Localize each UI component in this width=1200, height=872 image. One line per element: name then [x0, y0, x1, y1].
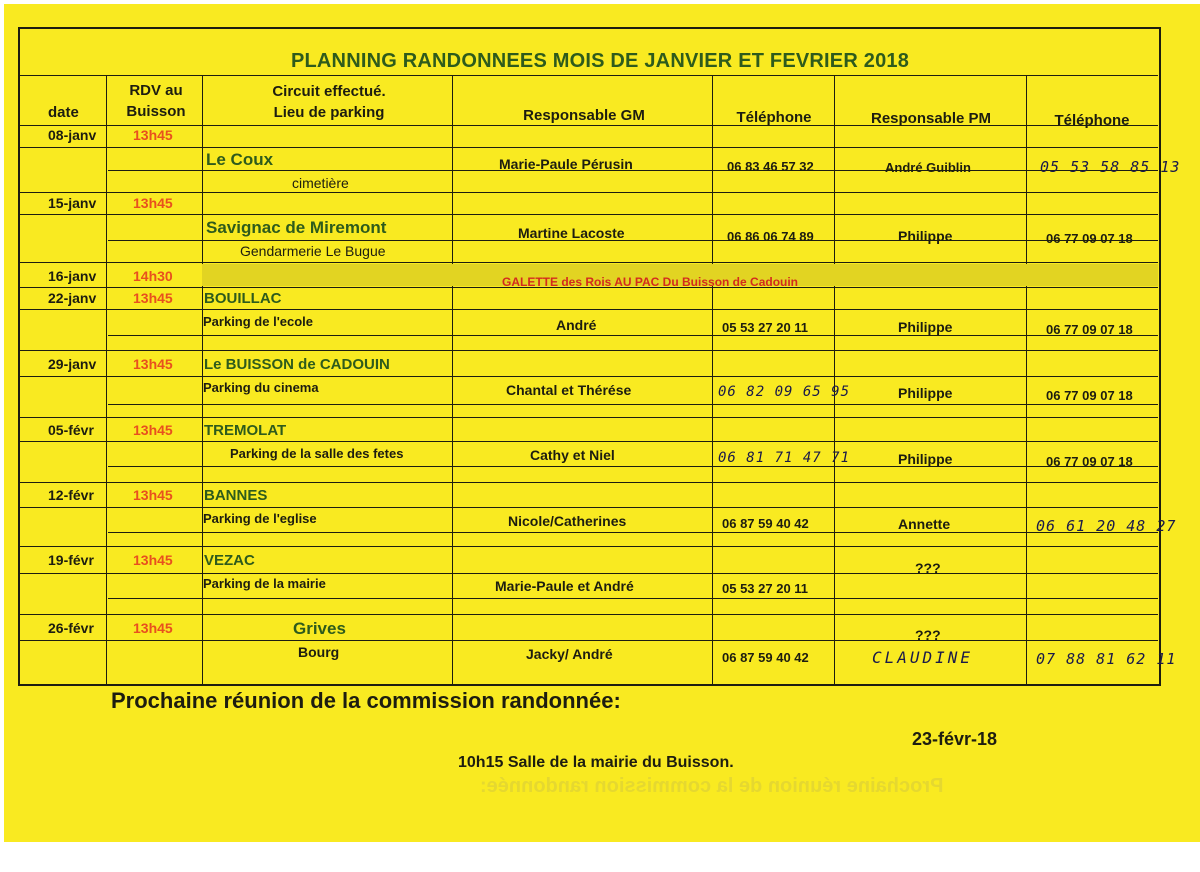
header-circuit-line2: Lieu de parking [273, 104, 385, 121]
row-gm: Marie-Paule et André [495, 578, 634, 594]
row-place: Savignac de Miremont [206, 218, 387, 237]
row-rdv: 13h45 [133, 552, 173, 568]
grid-line-v [1026, 75, 1027, 685]
next-meeting-time-place: 10h15 Salle de la mairie du Buisson. [458, 754, 734, 771]
row-tel-gm: 05 53 27 20 11 [722, 581, 809, 596]
row-tel-gm-handwritten: 06 82 09 65 95 [718, 384, 851, 400]
next-meeting-date: 23-févr-18 [912, 729, 998, 749]
header-rdv-line2: Buisson [126, 103, 186, 120]
row-parking: Bourg [298, 644, 340, 660]
row-pm: ??? [915, 627, 941, 643]
grid-line-v [712, 75, 713, 685]
row-tel-pm: 06 77 09 07 18 [1046, 322, 1133, 337]
grid-line-h [20, 640, 1158, 641]
row-gm: Cathy et Niel [530, 447, 615, 463]
row-tel-gm: 06 87 59 40 42 [722, 516, 809, 531]
row-pm: Annette [898, 516, 951, 532]
row-gm: Nicole/Catherines [508, 513, 627, 529]
grid-line-h [20, 507, 1158, 508]
header-responsable-pm: Responsable PM [870, 110, 992, 127]
row-pm: Philippe [898, 385, 953, 401]
row-place: BOUILLAC [204, 290, 282, 307]
grid-line-h [20, 350, 1158, 351]
header-responsable-gm: Responsable GM [523, 107, 645, 124]
row-parking: cimetière [292, 175, 349, 191]
row-gm: Chantal et Thérése [506, 382, 632, 398]
next-meeting-label: Prochaine réunion de la commission randonnée: [111, 688, 621, 713]
row-gm: Martine Lacoste [518, 225, 625, 241]
row-rdv: 13h45 [133, 127, 173, 143]
row-parking: Parking de l'eglise [203, 511, 317, 526]
row-gm: Marie-Paule Pérusin [499, 156, 633, 172]
row-pm: Philippe [898, 319, 953, 335]
grid-line-h [108, 466, 1158, 467]
row-rdv: 13h45 [133, 422, 173, 438]
header-rdv-line1: RDV au [129, 82, 183, 99]
row-date: 16-janv [48, 268, 97, 284]
grid-line-v [106, 75, 107, 685]
grid-line-h [108, 532, 1158, 533]
row-rdv: 13h45 [133, 487, 173, 503]
row-tel-pm: 06 77 09 07 18 [1046, 231, 1133, 246]
row-parking: Gendarmerie Le Bugue [240, 243, 386, 259]
row-rdv: 14h30 [133, 268, 173, 284]
row-tel-gm: 06 87 59 40 42 [722, 650, 809, 665]
grid-line-h [20, 75, 1158, 76]
row-pm: André Guiblin [885, 160, 971, 175]
row-place: Le Coux [206, 150, 274, 169]
row-place: Grives [293, 619, 346, 638]
row-date: 08-janv [48, 127, 97, 143]
header-telephone-gm: Téléphone [736, 109, 812, 126]
row-pm2-handwritten: CLAUDINE [872, 648, 974, 667]
row-tel-gm: 06 83 46 57 32 [727, 159, 814, 174]
row-date: 19-févr [48, 552, 94, 568]
grid-line-h [20, 309, 1158, 310]
row-tel-gm: 06 86 06 74 89 [727, 229, 814, 244]
row-date: 15-janv [48, 195, 97, 211]
row-tel-gm: 05 53 27 20 11 [722, 320, 809, 335]
row-date: 05-févr [48, 422, 94, 438]
row-tel-pm-handwritten: 06 61 20 48 27 [1036, 517, 1177, 535]
grid-line-h [20, 573, 1158, 574]
row-place: Le BUISSON de CADOUIN [204, 356, 390, 373]
grid-line-h [20, 417, 1158, 418]
row-place: TREMOLAT [204, 422, 287, 439]
row-date: 12-févr [48, 487, 94, 503]
row-parking: Parking du cinema [203, 380, 319, 395]
row-rdv: 13h45 [133, 195, 173, 211]
row-rdv: 13h45 [133, 620, 173, 636]
grid-line-h [20, 214, 1158, 215]
header-date: date [48, 104, 79, 121]
grid-line-h [108, 335, 1158, 336]
row-pm: Philippe [898, 228, 953, 244]
row-pm: Philippe [898, 451, 953, 467]
grid-line-h [108, 404, 1158, 405]
row-date: 29-janv [48, 356, 97, 372]
grid-line-h [20, 376, 1158, 377]
grid-line-h [20, 614, 1158, 615]
row-tel-pm-handwritten: 05 53 58 85 13 [1040, 158, 1181, 176]
row-tel-pm-handwritten: 07 88 81 62 11 [1036, 650, 1177, 668]
row-tel-pm: 06 77 09 07 18 [1046, 388, 1133, 403]
row-place: VEZAC [204, 552, 255, 569]
row-event: GALETTE des Rois AU PAC Du Buisson de Cadouin [502, 275, 799, 289]
row-parking: Parking de la salle des fetes [230, 446, 404, 461]
bleed-through-text: Prochaine réunion de la commission randonnée: [480, 775, 944, 797]
grid-line-h [20, 546, 1158, 547]
grid-line-h [20, 147, 1158, 148]
header-circuit-line1: Circuit effectué. [272, 83, 386, 100]
grid-line-h [108, 170, 1158, 171]
row-tel-gm-handwritten: 06 81 71 47 71 [718, 450, 851, 466]
page-title: PLANNING RANDONNEES MOIS DE JANVIER ET FEVRIER 2018 [290, 50, 910, 72]
row-date: 22-janv [48, 290, 97, 306]
grid-line-h [20, 482, 1158, 483]
row-rdv: 13h45 [133, 290, 173, 306]
row-pm: ??? [915, 560, 941, 576]
row-gm: André [556, 317, 597, 333]
row-gm: Jacky/ André [526, 646, 613, 662]
grid-line-h [20, 192, 1158, 193]
row-date: 26-févr [48, 620, 94, 636]
row-parking: Parking de l'ecole [203, 314, 314, 329]
header-telephone-pm: Téléphone [1054, 112, 1130, 129]
grid-line-h [108, 598, 1158, 599]
grid-line-v [452, 75, 453, 685]
row-place: BANNES [204, 487, 268, 504]
row-rdv: 13h45 [133, 356, 173, 372]
grid-line-h [108, 240, 1158, 241]
grid-line-v [834, 75, 835, 685]
grid-line-h [20, 441, 1158, 442]
row-parking: Parking de la mairie [203, 576, 326, 591]
row-tel-pm: 06 77 09 07 18 [1046, 454, 1133, 469]
grid-line-h [20, 262, 1158, 263]
